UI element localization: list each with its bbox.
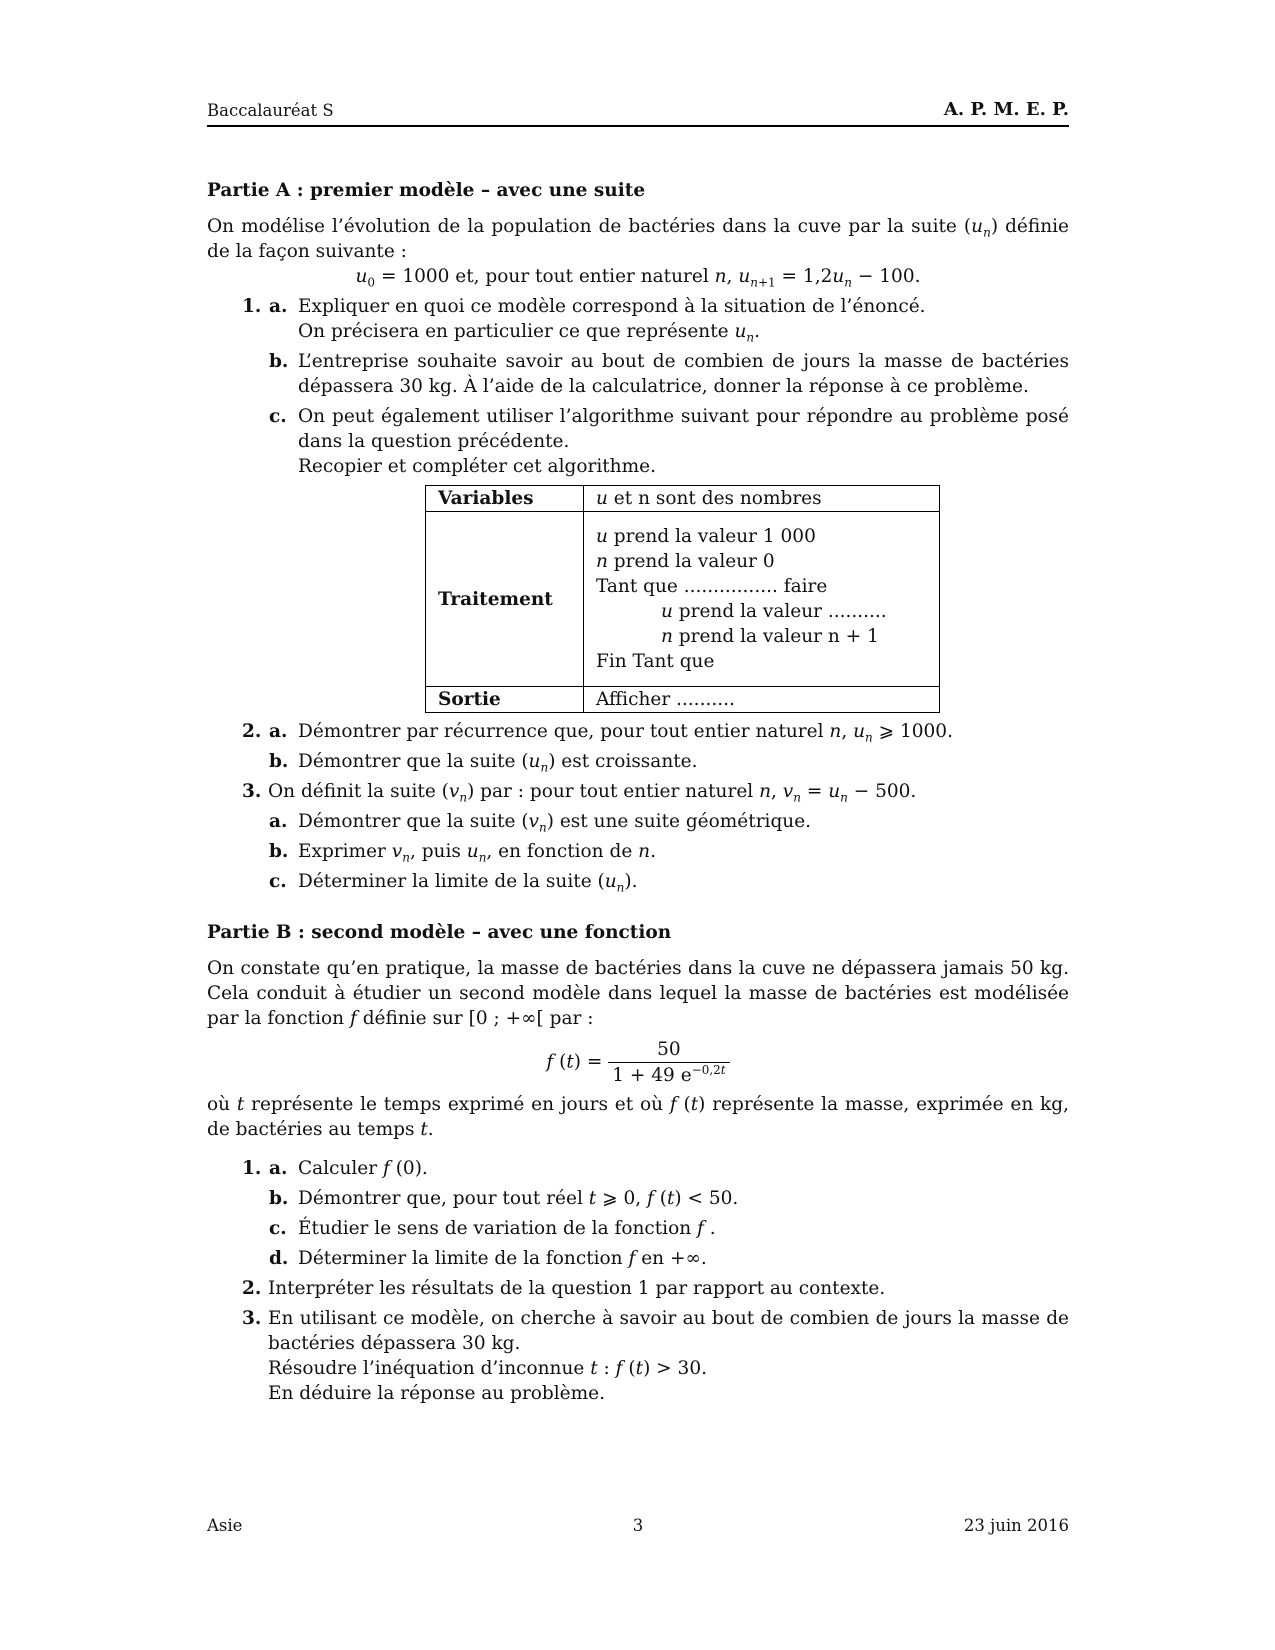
partB-q1d: d. Déterminer la limite de la fonction f en +∞.: [269, 1248, 707, 1269]
partA-q2a: 2. a. Démontrer par récurrence que, pour tout entier naturel n, $u_n$ ⩾ 1000.: [242, 721, 953, 745]
partA-recurrence: $u_0 = 1000$ et, pour tout entier naturel n, $u_{n+1} = 1,2u_n - 100$.: [355, 266, 921, 290]
partA-title: Partie A : premier modèle – avec une suite: [207, 180, 646, 201]
partB-q1a: 1. a. Calculer f (0).: [242, 1158, 428, 1179]
page-header: [207, 101, 1069, 127]
footer-date: 23 juin 2016: [963, 1516, 1069, 1535]
partB-q2: 2. Interpréter les résultats de la question 1 par rapport au contexte.: [242, 1278, 886, 1299]
algorithm-table: [425, 485, 940, 713]
partA-q3b: b. Exprimer $v_n$, puis $u_n$, en fonction de n.: [269, 841, 656, 865]
partA-q1a: 1. a. Expliquer en quoi ce modèle correspond à la situation de l’énoncé. On précisera en particulier ce que représente $u_n$.: [242, 296, 926, 345]
algo-traitement-label: Traitement: [426, 512, 584, 687]
partA-q2b: b. Démontrer que la suite $(u_n)$ est croissante.: [269, 751, 698, 775]
footer-left: Asie: [207, 1516, 243, 1535]
formula-numerator: 50: [608, 1037, 729, 1063]
partB-after: où t représente le temps exprimé en jours et où f (t) représente la masse, exprimée en kg, de bactéries au temps t.: [207, 1094, 1069, 1140]
partB-intro: On constate qu’en pratique, la masse de bactéries dans la cuve ne dépassera jamais 50 kg. Cela conduit à étudier un second modèle dans lequel la masse de bactéries est modélisée par la fonction f définie sur [0 ; +∞[ par :: [207, 958, 1069, 1029]
algo-sortie-label: Sortie: [426, 687, 584, 713]
algo-sortie-text: Afficher ..........: [584, 687, 940, 713]
partB-title: Partie B : second modèle – avec une fonction: [207, 922, 672, 943]
partB-q3: 3. En utilisant ce modèle, on cherche à savoir au bout de combien de jours la masse de bactéries dépassera 30 kg. Résoudre l’inéquation d’inconnue t : f (t) > 30. En déduire la réponse au problème.: [242, 1308, 1069, 1404]
algo-variables-label: Variables: [426, 486, 584, 512]
footer-page-number: 3: [632, 1516, 644, 1535]
partA-q1c: c. On peut également utiliser l’algorithme suivant pour répondre au problème posé dans la question précédente. Recopier et compléter cet algorithme.: [269, 406, 1069, 477]
algo-traitement-body: u prend la valeur 1 000 n prend la valeur 0 Tant que ................ faire u prend la valeur .......... n prend la valeur n + 1 Fin Tant que: [584, 512, 940, 687]
partB-formula: f (t) = $\frac{50}{1 + 49 e^{-0,2t}}$: [207, 1037, 1069, 1088]
partB-q1b: b. Démontrer que, pour tout réel t ⩾ 0, f (t) < 50.: [269, 1188, 739, 1209]
partA-q3a: a. Démontrer que la suite $(v_n)$ est une suite géométrique.: [269, 811, 812, 835]
page-content: [207, 178, 1069, 1406]
partA-q1b: b. L’entreprise souhaite savoir au bout de combien de jours la masse de bactéries dépassera 30 kg. À l’aide de la calculatrice, donner la réponse à ce problème.: [269, 351, 1069, 397]
partA-q3c: c. Déterminer la limite de la suite $(u_n)$.: [269, 871, 638, 895]
partB-q1c: c. Étudier le sens de variation de la fonction f .: [269, 1218, 716, 1239]
page-footer: [207, 1516, 1069, 1540]
algo-variables-text: u et n sont des nombres: [584, 486, 940, 512]
partA-intro: On modélise l’évolution de la population de bactéries dans la cuve par la suite $(u_n)$ définie de la façon suivante :: [207, 216, 1069, 262]
partA-q3: 3. On définit la suite $(v_n)$ par : pour tout entier naturel n, $v_n = u_n - 500$.: [242, 781, 917, 805]
header-right: A. P. M. E. P.: [943, 99, 1069, 120]
header-left: Baccalauréat S: [207, 101, 334, 120]
formula-denominator: 1 + 49 $e^{-0,2t}$: [612, 1062, 726, 1086]
